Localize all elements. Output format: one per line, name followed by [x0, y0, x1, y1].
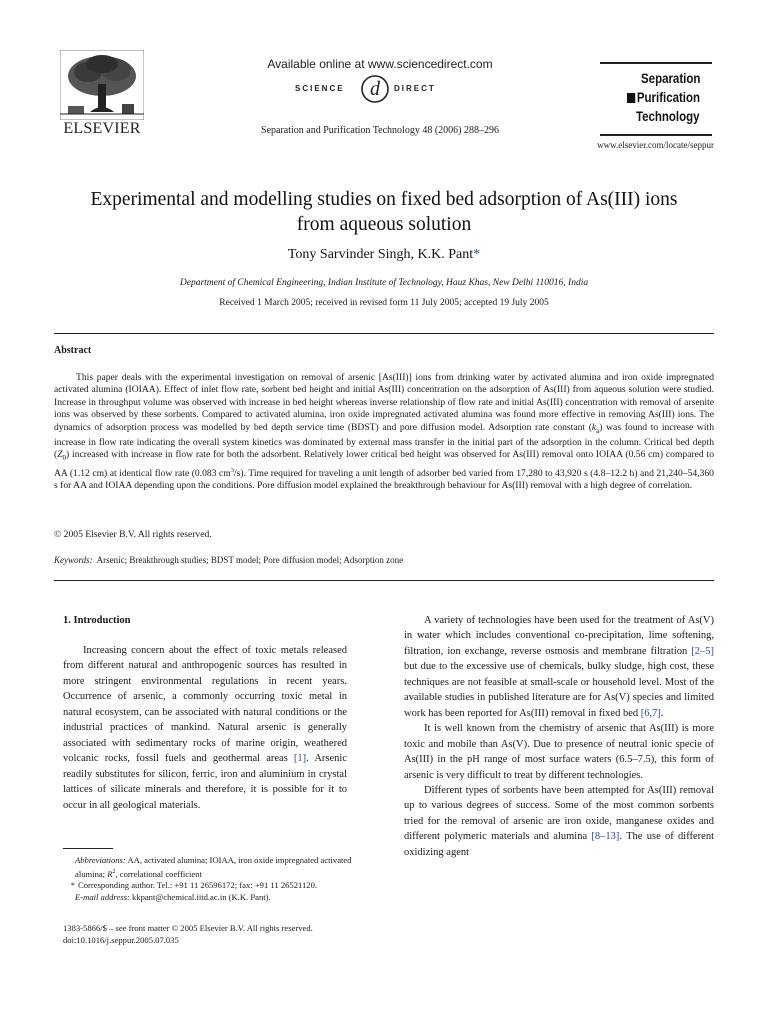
doi-line[interactable]: doi:10.1016/j.seppur.2005.07.035	[63, 935, 179, 945]
journal-name-line-3: Technology	[636, 108, 700, 124]
issn-doi	[63, 922, 313, 946]
paragraph: It is well known from the chemistry of arsenic that As(III) is more toxic and mobile than As(V). Due to presence of neutral ionic specie of As(III) in the pH range of most surface waters (6.5–7.5), this form of arsenic is very difficult to treat by different technologies.	[404, 723, 714, 781]
corresponding-author-link[interactable]: *	[473, 247, 481, 262]
keywords	[54, 555, 714, 565]
paragraph: A variety of technologies have been used for the treatment of As(V) in water which includes conventional co-precipitation, lime softening, filtration, ion exchange, reverse osmosis and membrane filtration [2–5] but due to the excessive use of chemicals, bulky sludge, high cost, these techniques are not feasible at small-scale or household level. Most of the available studies in published literature are for As(V) species and limited work has been reported for As(III) removal in fixed bed [6,7].	[404, 615, 714, 719]
sd-logo-right-text: DIRECT	[394, 84, 436, 93]
section-heading-introduction: 1. Introduction	[63, 615, 131, 626]
left-column	[63, 643, 347, 813]
issn-line: 1383-5866/$ – see front matter © 2005 Elsevier B.V. All rights reserved.	[63, 923, 313, 933]
paragraph: Different types of sorbents have been attempted for As(III) removal up to various degrees of success. Some of the most common sorbents tried for the removal of arsenic are iron oxide, manganese oxides and different polymeric materials and alumina [8–13]. The use of different oxidizing agent	[404, 784, 714, 858]
sciencedirect-logo	[280, 74, 480, 106]
right-column	[404, 613, 714, 860]
citation-link[interactable]: [2–5]	[691, 645, 714, 657]
publisher-name: ELSEVIER	[63, 120, 141, 137]
citation-link[interactable]: [1]	[293, 753, 307, 765]
article-title: Experimental and modelling studies on fixed bed adsorption of As(III) ions from aqueous solution	[90, 189, 678, 235]
divider	[54, 333, 714, 334]
journal-square-icon	[627, 93, 635, 103]
sd-logo-left-text: SCIENCE	[295, 84, 345, 93]
footnote-divider	[63, 848, 113, 849]
keywords-list: Arsenic; Breakthrough studies; BDST model; Pore diffusion model; Adsorption zone	[96, 555, 404, 565]
author-email-link[interactable]: kkpant@chemical.iitd.ac.in (K.K. Pant).	[129, 892, 271, 903]
journal-name-line-1: Separation	[640, 70, 700, 86]
article-authors: Tony Sarvinder Singh, K.K. Pant*	[287, 247, 481, 262]
footnotes	[63, 855, 353, 904]
footnote-email: E-mail address: kkpant@chemical.iitd.ac.in (K.K. Pant).	[75, 892, 271, 903]
journal-citation: Separation and Purification Technology 48 (2006) 288–296	[261, 125, 499, 136]
keywords-label: Keywords:	[54, 555, 93, 565]
journal-name-line-2: Purification	[627, 89, 700, 105]
journal-logo	[600, 62, 712, 136]
citation-link[interactable]: [6,7]	[640, 707, 661, 719]
divider	[54, 580, 714, 581]
abstract-copyright: © 2005 Elsevier B.V. All rights reserved.	[54, 529, 212, 540]
svg-text:d: d	[370, 78, 380, 100]
citation-link[interactable]: [8–13]	[591, 831, 620, 843]
author-affiliation: Department of Chemical Engineering, Indian Institute of Technology, Hauz Khas, New Delhi 110016, India	[179, 278, 589, 288]
sciencedirect-availability: Available online at www.sciencedirect.com	[267, 57, 493, 71]
abstract-heading: Abstract	[54, 345, 92, 356]
sciencedirect-d-icon	[360, 74, 390, 104]
article-dates: Received 1 March 2005; received in revised form 11 July 2005; accepted 19 July 2005	[219, 298, 549, 308]
footnote-abbreviations: Abbreviations: AA, activated alumina; IOIAA, iron oxide impregnated activated alumina; $R^2$, correlational coefficient	[75, 855, 352, 879]
paragraph: Increasing concern about the effect of toxic metals released from different natural and anthropogenic sources has resulted in more stringent environmental regulations in recent years. Occurrence of arsenic, a commonly occurring toxic metal in natural ecosystem, can be associated with natural conditions or the industrial practices of mankind. Natural arsenic is generally associated with sedimentary rocks of marine origin, weathered volcanic rocks, fossil fuels and geothermal areas [1]. Arsenic readily substitutes for silicon, ferric, iron and aluminium in crystal lattices of silicate minerals and therefore, it is possible for it to occur in all geological materials.	[63, 645, 347, 811]
footnote-corresponding-author: * Corresponding author. Tel.: +91 11 26596172; fax: +91 11 26521120.	[70, 880, 318, 891]
abstract-text: This paper deals with the experimental investigation on removal of arsenic [As(III)] ions from drinking water by activated alumina and iron oxide impregnated activated alumina (IOIAA). Effect of inlet flow rate, sorbent bed height and initial As(III) concentration on the adsorption of As(III) from aqueous solution were studied. Increase in throughput volume was observed with increase in bed height whereas inverse relationship of flow rate and initial As(III) concentration with removal of arsenite ions was observed by these sorbents. Compared to activated alumina, iron oxide impregnated activated alumina was found more effective in removing As(III) ions. The dynamics of adsorption process was modelled by bed depth service time (BDST) and pore diffusion model. Adsorption rate constant $(k_a)$ was found to increase with increase in flow rate indicating the overall system kinetics was dominated by external mass transfer in the initial part of the adsorption in the column. Critical bed depth $(Z_0)$ increased with increase in flow rate for both the adsorbent. Relatively lower critical bed height was observed for As(III) removal onto IOIAA (0.56 cm) compared to AA (1.12 cm) at identical flow rate (0.083 $cm^3/s$). Time required for traveling a unit length of adsorber bed varied from 17,280 to 43,920 s (4.8–12.2 h) and 21,240–54,360 s for AA and IOIAA depending upon the conditions. Pore diffusion model explained the breakthrough behaviour for As(III) removal with a high degree of correlation.	[54, 372, 714, 492]
journal-homepage-link[interactable]: www.elsevier.com/locate/seppur	[597, 140, 714, 150]
